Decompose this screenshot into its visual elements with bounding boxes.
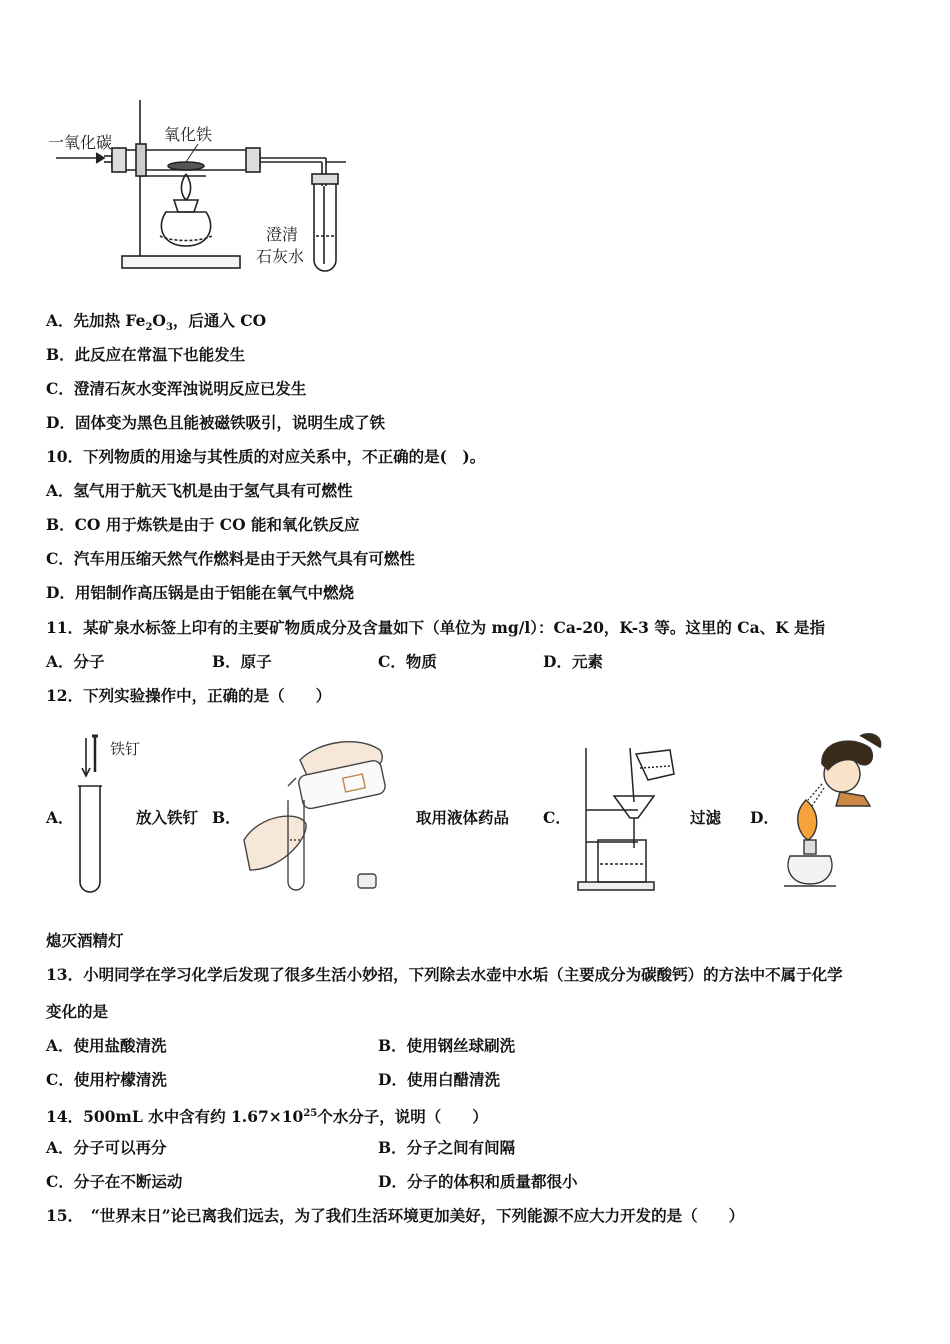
q11-option-a: A．分子 [46, 652, 105, 671]
q13-stem-line2: 变化的是 [46, 1002, 109, 1021]
q12-option-c-caption: 过滤 [690, 808, 722, 827]
q12-option-b-letter: B． [212, 808, 241, 827]
label-iron-nail: 铁钉 [110, 740, 141, 758]
q12-b-pouring-liquid-image [240, 730, 390, 896]
q14-option-b: B．分子之间有间隔 [378, 1138, 516, 1157]
q12-a-test-tube-nail-image [72, 732, 141, 894]
q9-option-a: A．先加热 $Fe_2O_3$，后通入 CO [46, 311, 267, 334]
q12-option-d-caption: 熄灭酒精灯 [46, 931, 124, 950]
q14-stem: 14．500mL 水中含有约 $1.67\times 10^{25}$个水分子，说明（ ） [46, 1107, 488, 1127]
q12-option-a-caption: 放入铁钉 [136, 808, 199, 827]
q13-option-c: C．使用柠檬清洗 [46, 1070, 167, 1089]
q9-option-b: B．此反应在常温下也能发生 [46, 345, 246, 364]
q9-option-d: D．固体变为黑色且能被磁铁吸引，说明生成了铁 [46, 413, 385, 432]
q9-option-c: C．澄清石灰水变浑浊说明反应已发生 [46, 379, 307, 398]
q12-c-filtration-image [574, 744, 680, 894]
q14-option-a: A．分子可以再分 [46, 1138, 167, 1157]
q13-option-a: A．使用盐酸清洗 [46, 1036, 167, 1055]
q12-stem: 12．下列实验操作中，正确的是（ ） [46, 686, 332, 705]
q10-option-d: D．用铝制作高压锅是由于铝能在氧气中燃烧 [46, 583, 354, 602]
q11-option-c: C．物质 [378, 652, 437, 671]
q10-option-c: C．汽车用压缩天然气作燃料是由于天然气具有可燃性 [46, 549, 415, 568]
q12-option-b-caption: 取用液体药品 [416, 808, 510, 827]
q11-stem: 11．某矿泉水标签上印有的主要矿物质成分及含量如下（单位为 mg/l）：Ca-20，K-3 等。这里的 Ca、K 是指 [46, 618, 825, 637]
q15-stem: 15． “世界末日”论已离我们远去，为了我们生活环境更加美好，下列能源不应大力开发的是（ ） [46, 1206, 745, 1225]
q12-d-blowing-out-lamp-image [780, 730, 890, 892]
q12-option-c-letter: C． [543, 808, 571, 827]
q13-option-d: D．使用白醋清洗 [378, 1070, 500, 1089]
q10-stem: 10．下列物质的用途与其性质的对应关系中，不正确的是( )。 [46, 447, 486, 466]
q13-stem-line1: 13．小明同学在学习化学后发现了很多生活小妙招，下列除去水壶中水垢（主要成分为碳酸钙）的方法中不属于化学 [46, 965, 843, 984]
q11-option-b: B．原子 [212, 652, 272, 671]
q10-option-a: A．氢气用于航天飞机是由于氢气具有可燃性 [46, 481, 353, 500]
q12-option-a-letter: A． [46, 808, 74, 827]
label-limewater-2: 石灰水 [256, 247, 305, 266]
co-reduction-apparatus-figure [46, 96, 356, 276]
q14-option-d: D．分子的体积和质量都很小 [378, 1172, 578, 1191]
q14-option-c: C．分子在不断运动 [46, 1172, 183, 1191]
label-limewater-1: 澄清 [266, 225, 299, 244]
q11-option-d: D．元素 [543, 652, 603, 671]
label-iron-oxide: 氧化铁 [164, 125, 213, 144]
q13-option-b: B．使用钢丝球刷洗 [378, 1036, 516, 1055]
q10-option-b: B．CO 用于炼铁是由于 CO 能和氧化铁反应 [46, 515, 360, 534]
q12-option-d-letter: D． [750, 808, 779, 827]
label-carbon-monoxide: 一氧化碳 [48, 133, 113, 152]
